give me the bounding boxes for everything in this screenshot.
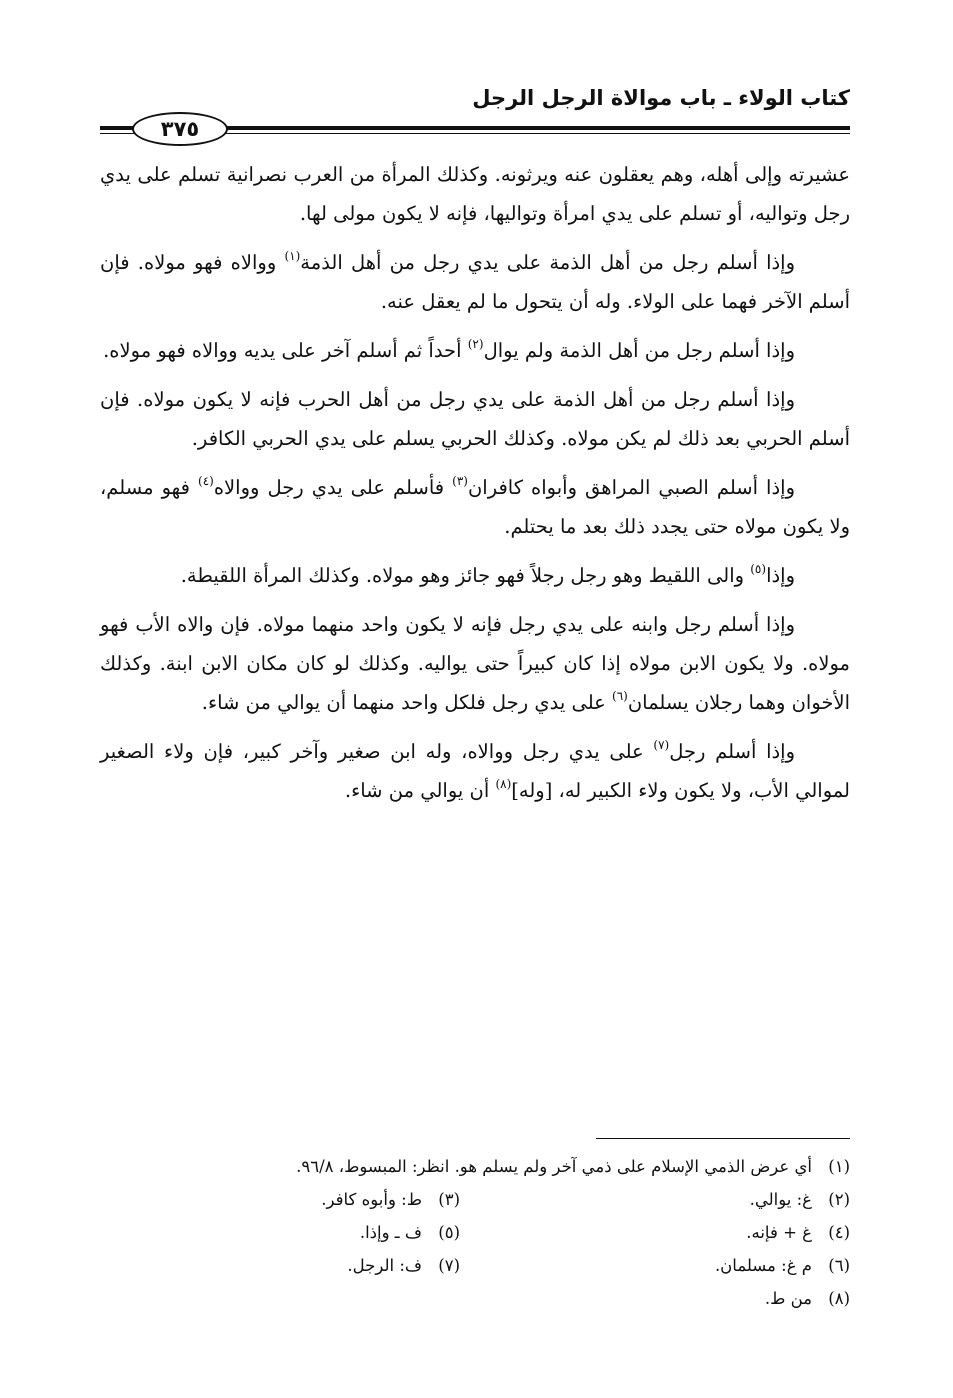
footnote-4: (٤)غ + فإنه. bbox=[746, 1223, 850, 1242]
paragraph: وإذا أسلم رجل$^{(٧)}$ على يدي رجل ووالاه، وله ابن صغير وآخر كبير، فإن ولاء الصغير لموالي الأب، ولا يكون ولاء الكبير له، [وله]$^{(٨)}$ أن يوالي من شاء. bbox=[100, 738, 850, 802]
footnote-3: (٣)ط: وأبوه كافر. bbox=[321, 1190, 460, 1209]
footnote-separator bbox=[596, 1138, 850, 1139]
footnote-marker[interactable]: (٥) bbox=[750, 562, 767, 576]
footnote-row bbox=[100, 1216, 850, 1249]
footnote-1: (١)أي عرض الذمي الإسلام على ذمي آخر ولم يسلم هو. انظر: المبسوط، ٩٦/٨. bbox=[296, 1157, 850, 1176]
footnotes bbox=[100, 1150, 850, 1315]
footnote-marker[interactable]: (٣) bbox=[452, 474, 468, 488]
paragraph: وإذا أسلم رجل من أهل الذمة على يدي رجل من أهل الذمة$^{(١)}$ ووالاه فهو مولاه. فإن أسلم الآخر فهما على الولاء. وله أن يتحول ما لم يعقل عنه. bbox=[100, 249, 850, 313]
footnote-marker[interactable]: (٤) bbox=[198, 474, 214, 488]
paragraph: وإذا أسلم الصبي المراهق وأبواه كافران$^{(٣)}$ فأسلم على يدي رجل ووالاه$^{(٤)}$ فهو مسلم، ولا يكون مولاه حتى يجدد ذلك بعد ما يحتلم. bbox=[100, 474, 850, 538]
footnote-row bbox=[100, 1183, 850, 1216]
footnote-row bbox=[100, 1249, 850, 1282]
footnote-row bbox=[100, 1282, 850, 1315]
footnote-5: (٥)ف ـ وإذا. bbox=[359, 1223, 460, 1242]
paragraph: وإذا$^{(٥)}$ والى اللقيط وهو رجل رجلاً فهو جائز وهو مولاه. وكذلك المرأة اللقيطة. bbox=[180, 562, 795, 587]
footnote-marker[interactable]: (١) bbox=[284, 249, 301, 263]
footnote-8: (٨)من ط. bbox=[764, 1289, 850, 1308]
paragraph: وإذا أسلم رجل من أهل الذمة على يدي رجل من أهل الحرب فإنه لا يكون مولاه. فإن أسلم الحربي بعد ذلك لم يكن مولاه. وكذلك الحربي يسلم على يدي الحربي الكافر. bbox=[100, 388, 850, 450]
paragraph: وإذا أسلم رجل وابنه على يدي رجل فإنه لا يكون واحد منهما مولاه. فإن والاه الأب فهو مولاه. ولا يكون الابن مولاه إذا كان كبيراً حتى يواليه. وكذلك لو كان مكان الابن ابنة. وكذلك الأخوان وهما رجلان يسلمان$^{(٦)}$ على يدي رجل فلكل واحد منهما أن يوالي من شاء. bbox=[100, 613, 850, 714]
main-text bbox=[100, 155, 850, 820]
footnote-2: (٢)غ: يوالي. bbox=[749, 1190, 850, 1209]
page-number: ٣٧٥ bbox=[132, 112, 228, 146]
page-header bbox=[100, 80, 850, 140]
footnote-marker[interactable]: (٢) bbox=[467, 337, 484, 351]
footnote-marker[interactable]: (٦) bbox=[612, 689, 628, 703]
footnote-marker[interactable]: (٧) bbox=[653, 738, 670, 752]
footnote-7: (٧)ف: الرجل. bbox=[347, 1256, 460, 1275]
running-title: كتاب الولاء ـ باب موالاة الرجل الرجل bbox=[472, 86, 850, 110]
footnote-6: (٦)م غ: مسلمان. bbox=[714, 1256, 850, 1275]
footnote-marker[interactable]: (٨) bbox=[495, 777, 512, 791]
paragraph: وإذا أسلم رجل من أهل الذمة ولم يوال$^{(٢)}$ أحداً ثم أسلم آخر على يديه ووالاه فهو مولاه. bbox=[103, 337, 795, 362]
footnote-row bbox=[100, 1150, 850, 1183]
paragraph: عشيرته وإلى أهله، وهم يعقلون عنه ويرثونه. وكذلك المرأة من العرب نصرانية تسلم على يدي رجل وتواليه، أو تسلم على يدي امرأة وتواليها، فإنه لا يكون مولى لها. bbox=[100, 163, 850, 225]
